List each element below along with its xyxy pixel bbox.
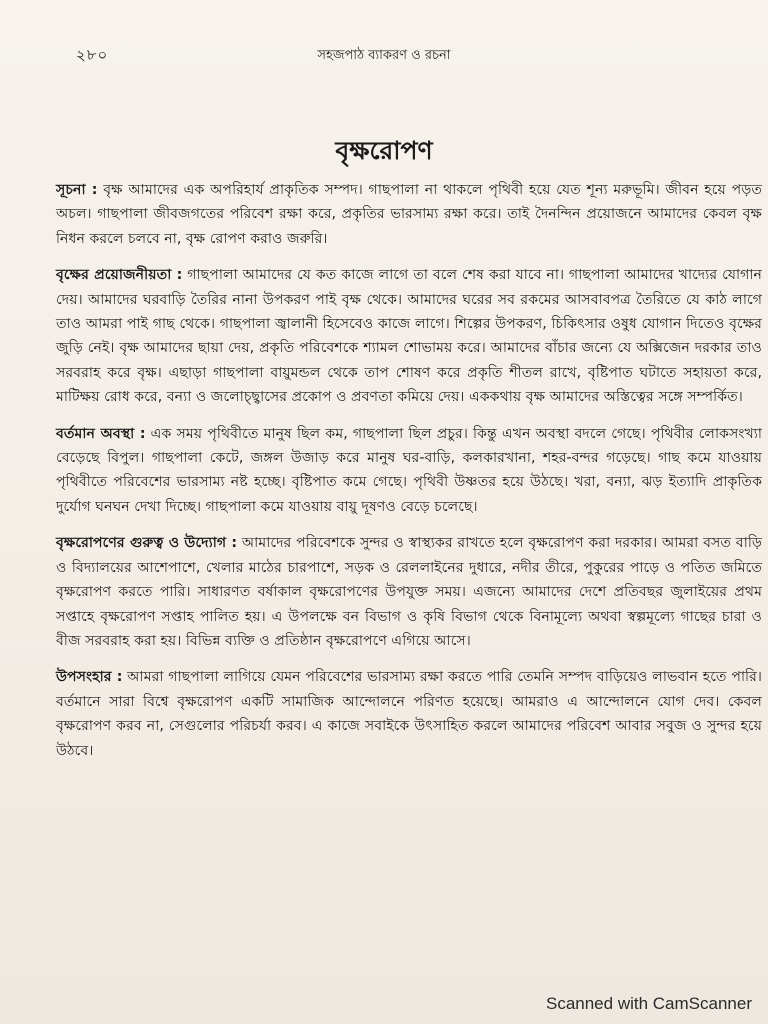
- paragraph-text: আমরা গাছপালা লাগিয়ে যেমন পরিবেশের ভারসাম্য রক্ষা করতে পারি তেমনি সম্পদ বাড়িয়েও লাভবান হতে পারি। বর্তমানে সারা বিশ্বে বৃক্ষরোপণ একটি সামাজিক আন্দোলনে পরিণত হয়েছে। আমরাও এ আন্দোলনে যোগ দেব। কেবল বৃক্ষরোপণ করব না, সেগুলোর পরিচর্যা করব। এ কাজে সবাইকে উৎসাহিত করলে আমাদের পরিবেশ আবার সবুজ ও সুন্দর হয়ে উঠবে।: [56, 669, 762, 759]
- scanner-watermark: Scanned with CamScanner: [545, 994, 752, 1013]
- essay-body: [56, 178, 762, 775]
- essay-title: বৃক্ষরোপণ: [335, 136, 433, 165]
- page-number: ২৮০: [76, 46, 109, 64]
- paragraph-necessity: [56, 263, 762, 409]
- running-head: সহজপাঠ ব্যাকরণ ও রচনা: [317, 48, 451, 63]
- paragraph-heading: বর্তমান অবস্থা :: [56, 425, 146, 442]
- paragraph-introduction: [56, 178, 762, 251]
- paragraph-heading: সূচনা :: [56, 182, 98, 198]
- paragraph-text: বৃক্ষ আমাদের এক অপরিহার্য প্রাকৃতিক সম্পদ। গাছপালা না থাকলে পৃথিবী হয়ে যেত শূন্য মরুভূমি। জীবন হয়ে পড়ত অচল। গাছপালা জীবজগতের পরিবেশ রক্ষা করে, প্রকৃতির ভারসাম্য রক্ষা করে। তাই দৈনন্দিন প্রয়োজনে আমাদের কেবল বৃক্ষ নিধন করলে চলবে না, বৃক্ষ রোপণ করাও জরুরি।: [56, 182, 762, 247]
- paragraph-importance: [56, 531, 762, 653]
- paragraph-text: এক সময় পৃথিবীতে মানুষ ছিল কম, গাছপালা ছিল প্রচুর। কিন্তু এখন অবস্থা বদলে গেছে। পৃথিবীর লোকসংখ্যা বেড়েছে বিপুল। গাছপালা কেটে, জঙ্গল উজাড় করে মানুষ ঘর-বাড়ি, কলকারখানা, শহর-বন্দর গড়েছে। গাছ কমে যাওয়ায় পৃথিবীতে পরিবেশের ভারসাম্য নষ্ট হচ্ছে। বৃষ্টিপাত কমে গেছে। পৃথিবী উষ্ণতর হয়ে উঠছে। খরা, বন্যা, ঝড় ইত্যাদি প্রাকৃতিক দুর্যোগ ঘনঘন দেখা দিচ্ছে। গাছপালা কমে যাওয়ায় বায়ু দূষণও বেড়ে চলেছে।: [56, 425, 763, 515]
- paragraph-heading: উপসংহার :: [56, 669, 123, 686]
- paragraph-conclusion: [56, 665, 762, 763]
- paragraph-heading: বৃক্ষরোপণের গুরুত্ব ও উদ্যোগ :: [56, 535, 238, 552]
- paragraph-heading: বৃক্ষের প্রয়োজনীয়তা :: [56, 267, 183, 284]
- paragraph-text: আমাদের পরিবেশকে সুন্দর ও স্বাস্থ্যকর রাখতে হলে বৃক্ষরোপণ করা দরকার। আমরা বসত বাড়ি ও বিদ্যালয়ের আশেপাশে, খেলার মাঠের চারপাশে, সড়ক ও রেললাইনের দুধারে, নদীর তীরে, পুকুরের পাড়ে ও পতিত জমিতে বৃক্ষরোপণ করতে পারি। সাধারণত বর্ষাকাল বৃক্ষরোপণের উপযুক্ত সময়। এজন্যে আমাদের দেশে প্রতিবছর জুলাইয়ের প্রথম সপ্তাহে বৃক্ষরোপণ সপ্তাহ পালিত হয়। এ উপলক্ষে বন বিভাগ ও কৃষি বিভাগ থেকে বিনামূল্যে অথবা স্বল্পমূল্যে গাছের চারা ও বীজ সরবরাহ করা হয়। বিভিন্ন ব্যক্তি ও প্রতিষ্ঠান বৃক্ষরোপণে এগিয়ে আসে।: [56, 535, 763, 649]
- paragraph-text: গাছপালা আমাদের যে কত কাজে লাগে তা বলে শেষ করা যাবে না। গাছপালা আমাদের খাদ্যের যোগান দেয়। আমাদের ঘরবাড়ি তৈরির নানা উপকরণ পাই বৃক্ষ থেকে। আমাদের ঘরের সব রকমের আসবাবপত্র তৈরিতে যে কাঠ লাগে তাও আমরা পাই গাছ থেকে। গাছপালা জ্বালানী হিসেবেও কাজে লাগে। শিল্পের উপকরণ, চিকিৎসার ওষুধ যোগান দিতেও বৃক্ষের জুড়ি নেই। বৃক্ষ আমাদের ছায়া দেয়, প্রকৃতি পরিবেশকে শ্যামল শোভাময় করে। আমাদের বাঁচার জন্যে যে অক্সিজেন দরকার তাও সরবরাহ করে বৃক্ষ। এছাড়া গাছপালা বায়ুমন্ডল থেকে তাপ শোষণ করে প্রকৃতি শীতল রাখে, বৃষ্টিপাত ঘটাতে সহায়তা করে, মাটিক্ষয় রোধ করে, বন্যা ও জলোচ্ছ্বাসের প্রকোপ ও প্রবণতা কমিয়ে দেয়। এককথায় বৃক্ষ আমাদের অস্তিত্বের সঙ্গে সম্পর্কিত।: [56, 267, 762, 406]
- paragraph-present-condition: [56, 422, 762, 520]
